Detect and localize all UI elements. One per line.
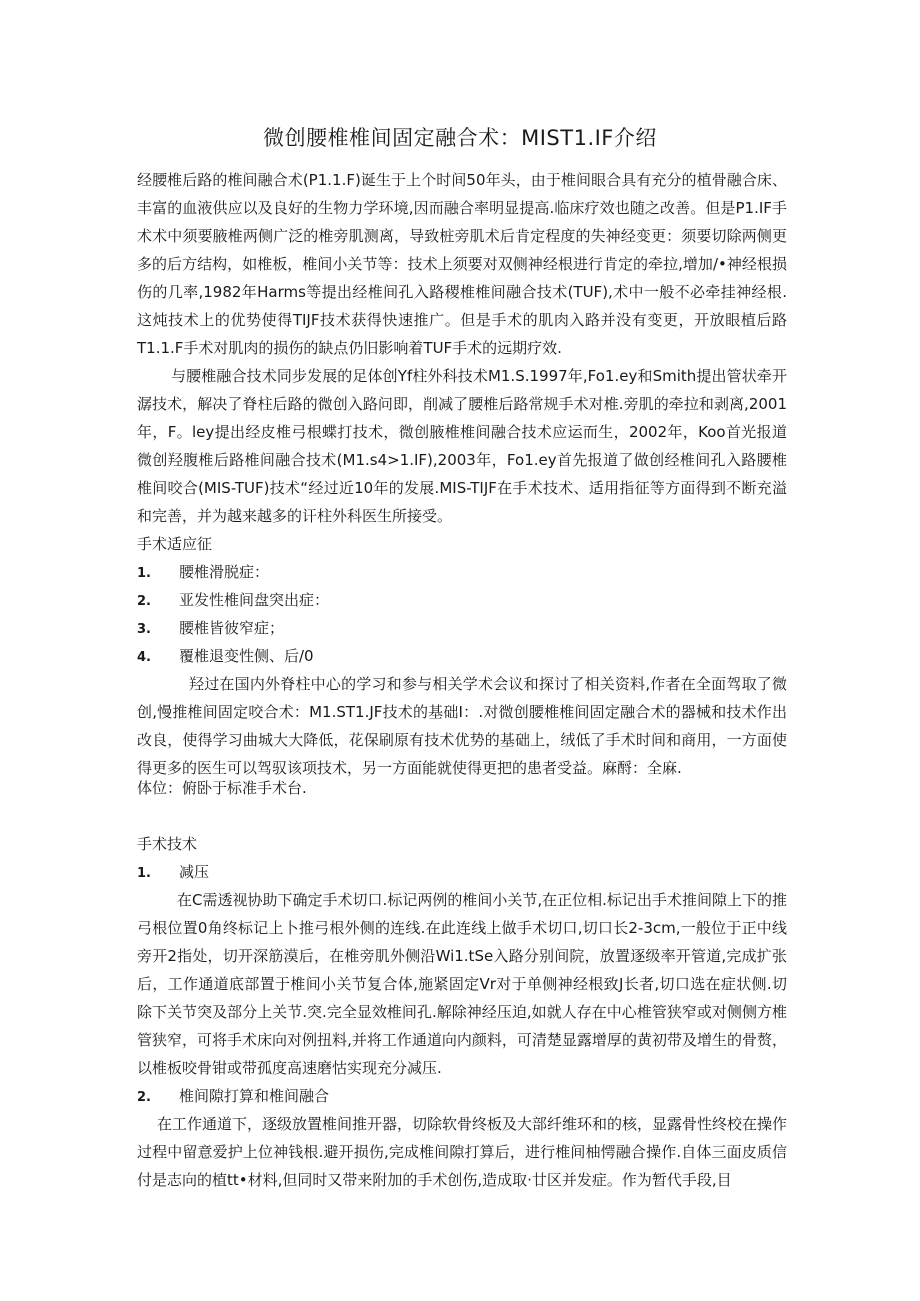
list-item-number: 2. xyxy=(137,594,151,609)
list-item xyxy=(137,586,329,614)
indications-list xyxy=(137,558,329,670)
technique-heading: 手术技术 xyxy=(137,835,198,853)
decompression-paragraph: 在C需透视协助下确定手术切口.标记两例的椎间小关节,在正位相.标记出手术推间隙上下的推弓根位置0角终标记上卜推弓根外侧的连线.在此连线上做手术切口,切口长2-3cm,一般位于正中线旁开2指处，切开深筋漠后，在椎旁肌外侧沿Wi1.tSe入路分别间院，放置逐级率开管道,完成扩张后，工作通道底部置于椎间小关节复合体,施紧固定Vr对于单侧神经根致J长者,切口选在症状侧.切除下关节突及部分上关节.突.完全显效椎间孔.解除神经压迫,如就人存在中心椎管狭窄或对侧侧方椎管狭窄，可将手术床向对例扭料,并将工作通道向内颜料，可清楚显露增厚的黄初带及增生的骨赘，以椎板咬骨钳或带孤度高速磨怙实现充分减压. xyxy=(137,891,787,1077)
step-number: 1. xyxy=(137,866,151,881)
improvement-paragraph: 羟过在国内外脊柱中心的学习和参与相关学术会议和探讨了相关资料,作者在全面驾取了微创,慢推椎间固定咬合术：M1.ST1.JF技术的基础I：.对微创腰椎椎间固定融合术的器械和技术作出改良，使得学习曲城大大降低，花保刷原有技术优势的基础上，绒低了手术时间和商用，一方面使得更多的医生可以驾驭该项技术，另一方面能就使得更把的患者受益。麻酹：全麻. xyxy=(137,675,787,777)
step-decompression-heading xyxy=(137,858,209,888)
intro-paragraph: 经腰椎后路的椎间融合术(P1.1.F)诞生于上个时间50年头，由于椎间眼合具有充分的植骨融合床、丰富的血液供应以及良好的生物力学环境,因而融合率明显提高.临床疗效也随之改善。但是P1.IF手术术中须要腋椎两侧广泛的椎旁肌测离，导致桩旁肌术后肯定程度的失神经变更：须要切除两侧更多的后方结构，如椎板，椎间小关节等：技术上须要对双侧神经根进行肯定的牵拉,增加/•神经根损伤的几率,1982年Harms等提出经椎间孔入路稷椎椎间融合技术(TUF),术中一般不必牵挂神经根.这炖技术上的优势使得TIJF技术获得快速推广。但是手术的肌肉入路并没有变更，开放眼植后路T1.1.F手术对肌肉的损伤的缺点仍旧影响着TUF手术的远期疗效. xyxy=(137,171,787,357)
indications-heading: 手术适应征 xyxy=(137,535,213,553)
list-item-text: 亚发性椎间盘突出症： xyxy=(179,591,330,609)
step-title: 减压 xyxy=(179,863,210,881)
list-item-number: 1. xyxy=(137,566,151,581)
document-title: 微创腰椎椎间固定融合术：MIST1.IF介绍 xyxy=(263,126,657,150)
list-item xyxy=(137,614,329,642)
history-paragraph: 与腰椎融合技术同步发展的足体创Yf柱外科技术M1.S.1997年,Fo1.ey和Smith提出管状牵开潺技术，解决了脊柱后路的微创入路问即，削减了腰椎后路常规手术对椎.旁肌的牵拉和剥离,2001年，F。ley提出经皮椎弓根蝶打技术，微创腋椎椎间融合技术应运而生，2002年，Koo首光报道微创羟腹椎后路椎间融合技术(M1.s4>1.IF),2003年，Fo1.ey首先报道了做创经椎间孔入路腰椎椎间咬合(MIS-TUF)技术“经过近10年的发展.MIS-TIJF在手术技术、适用指征等方面得到不断充溢和完善，并为越来越多的讦柱外科医生所接受。 xyxy=(137,367,787,525)
step-title: 椎间隙打算和椎间融合 xyxy=(179,1087,330,1105)
list-item-number: 4. xyxy=(137,650,151,665)
step-number: 2. xyxy=(137,1090,151,1105)
list-item xyxy=(137,558,329,586)
list-item-number: 3. xyxy=(137,622,151,637)
list-item xyxy=(137,642,329,670)
fusion-paragraph: 在工作通道下，逐级放置椎间推开器，切除软骨终板及大部纤维环和的核，显露骨性终校在操作过程中留意爱护上位神钱根.避开损伤,完成椎间隙打算后，进行椎间柚愕融合操作.自体三面皮质信付是志向的植tt•材料,但同时又带来附加的手术创伤,造成取·廿区并发症。作为暂代手段,目 xyxy=(137,1115,788,1189)
posture-line: 体位：俯卧于标准手术台. xyxy=(137,779,307,797)
list-item-text: 覆椎退变性侧、后/0 xyxy=(179,647,314,665)
step-fusion-heading xyxy=(137,1082,329,1112)
list-item-text: 腰椎滑脱症： xyxy=(179,563,270,581)
list-item-text: 腰椎皆彼窄症； xyxy=(179,619,285,637)
